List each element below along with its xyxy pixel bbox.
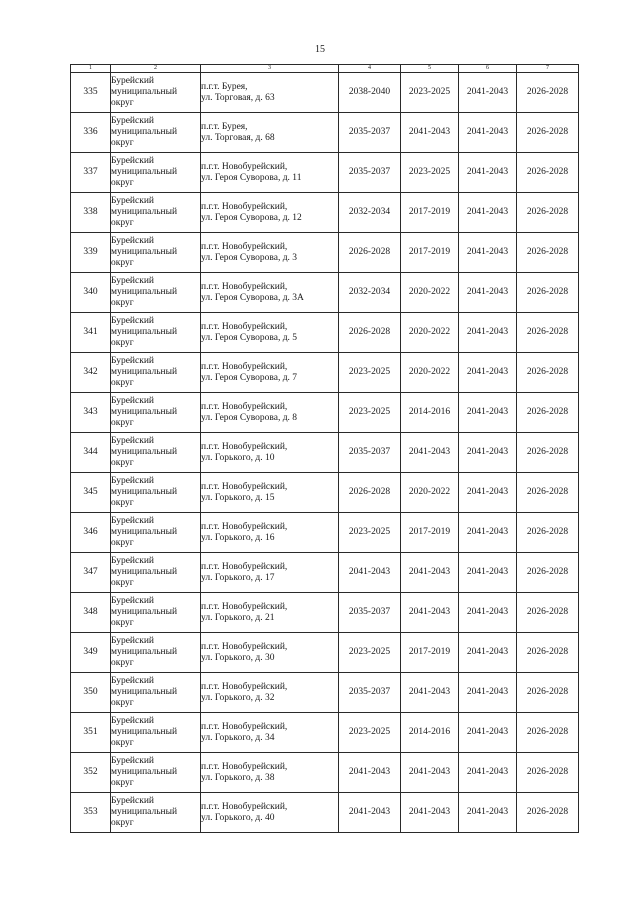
- period-col5-cell: 2041-2043: [401, 113, 459, 153]
- column-header: 7: [517, 65, 579, 73]
- period-col7-cell: 2026-2028: [517, 713, 579, 753]
- municipality-cell: Бурейский муниципальный округ: [111, 433, 201, 473]
- period-col6-cell: 2041-2043: [459, 553, 517, 593]
- table-row: [71, 273, 579, 313]
- address-cell: п.г.т. Новобурейский, ул. Героя Суворова, д. 7: [201, 353, 339, 393]
- period-col4-cell: 2023-2025: [339, 513, 401, 553]
- column-header: 2: [111, 65, 201, 73]
- column-number-row: [71, 65, 579, 73]
- municipality-cell: Бурейский муниципальный округ: [111, 273, 201, 313]
- period-col4-cell: 2026-2028: [339, 233, 401, 273]
- row-number-cell: 344: [71, 433, 111, 473]
- period-col5-cell: 2041-2043: [401, 433, 459, 473]
- row-number-cell: 338: [71, 193, 111, 233]
- period-col7-cell: 2026-2028: [517, 353, 579, 393]
- row-number-cell: 345: [71, 473, 111, 513]
- column-header: 1: [71, 65, 111, 73]
- table-row: [71, 433, 579, 473]
- period-col7-cell: 2026-2028: [517, 753, 579, 793]
- period-col4-cell: 2041-2043: [339, 793, 401, 833]
- address-cell: п.г.т. Новобурейский, ул. Горького, д. 30: [201, 633, 339, 673]
- period-col6-cell: 2041-2043: [459, 73, 517, 113]
- period-col6-cell: 2041-2043: [459, 233, 517, 273]
- municipality-cell: Бурейский муниципальный округ: [111, 313, 201, 353]
- period-col5-cell: 2020-2022: [401, 473, 459, 513]
- period-col7-cell: 2026-2028: [517, 153, 579, 193]
- municipality-cell: Бурейский муниципальный округ: [111, 193, 201, 233]
- row-number-cell: 336: [71, 113, 111, 153]
- row-number-cell: 349: [71, 633, 111, 673]
- period-col7-cell: 2026-2028: [517, 553, 579, 593]
- table-row: [71, 393, 579, 433]
- period-col7-cell: 2026-2028: [517, 633, 579, 673]
- address-cell: п.г.т. Новобурейский, ул. Героя Суворова, д. 12: [201, 193, 339, 233]
- municipality-cell: Бурейский муниципальный округ: [111, 113, 201, 153]
- period-col6-cell: 2041-2043: [459, 673, 517, 713]
- period-col4-cell: 2032-2034: [339, 273, 401, 313]
- address-cell: п.г.т. Новобурейский, ул. Героя Суворова, д. 3: [201, 233, 339, 273]
- municipality-cell: Бурейский муниципальный округ: [111, 233, 201, 273]
- period-col6-cell: 2041-2043: [459, 353, 517, 393]
- period-col7-cell: 2026-2028: [517, 313, 579, 353]
- row-number-cell: 342: [71, 353, 111, 393]
- municipality-cell: Бурейский муниципальный округ: [111, 73, 201, 113]
- period-col5-cell: 2020-2022: [401, 273, 459, 313]
- period-col6-cell: 2041-2043: [459, 713, 517, 753]
- period-col5-cell: 2020-2022: [401, 353, 459, 393]
- row-number-cell: 353: [71, 793, 111, 833]
- row-number-cell: 352: [71, 753, 111, 793]
- page-number: 15: [315, 44, 325, 55]
- municipality-cell: Бурейский муниципальный округ: [111, 473, 201, 513]
- period-col5-cell: 2041-2043: [401, 553, 459, 593]
- municipality-cell: Бурейский муниципальный округ: [111, 393, 201, 433]
- table-row: [71, 753, 579, 793]
- period-col4-cell: 2035-2037: [339, 433, 401, 473]
- address-cell: п.г.т. Новобурейский, ул. Горького, д. 21: [201, 593, 339, 633]
- row-number-cell: 339: [71, 233, 111, 273]
- municipality-cell: Бурейский муниципальный округ: [111, 513, 201, 553]
- column-header: 3: [201, 65, 339, 73]
- row-number-cell: 341: [71, 313, 111, 353]
- period-col7-cell: 2026-2028: [517, 233, 579, 273]
- period-col5-cell: 2041-2043: [401, 673, 459, 713]
- address-cell: п.г.т. Новобурейский, ул. Горького, д. 32: [201, 673, 339, 713]
- row-number-cell: 335: [71, 73, 111, 113]
- period-col5-cell: 2017-2019: [401, 193, 459, 233]
- period-col7-cell: 2026-2028: [517, 593, 579, 633]
- period-col7-cell: 2026-2028: [517, 273, 579, 313]
- table-row: [71, 713, 579, 753]
- period-col4-cell: 2026-2028: [339, 473, 401, 513]
- municipality-cell: Бурейский муниципальный округ: [111, 553, 201, 593]
- row-number-cell: 351: [71, 713, 111, 753]
- address-cell: п.г.т. Новобурейский, ул. Горького, д. 16: [201, 513, 339, 553]
- period-col4-cell: 2023-2025: [339, 633, 401, 673]
- period-col4-cell: 2035-2037: [339, 113, 401, 153]
- address-cell: п.г.т. Новобурейский, ул. Горького, д. 15: [201, 473, 339, 513]
- period-col6-cell: 2041-2043: [459, 433, 517, 473]
- row-number-cell: 337: [71, 153, 111, 193]
- municipality-cell: Бурейский муниципальный округ: [111, 153, 201, 193]
- period-col7-cell: 2026-2028: [517, 193, 579, 233]
- period-col6-cell: 2041-2043: [459, 153, 517, 193]
- table-row: [71, 193, 579, 233]
- row-number-cell: 346: [71, 513, 111, 553]
- period-col6-cell: 2041-2043: [459, 633, 517, 673]
- table-row: [71, 73, 579, 113]
- row-number-cell: 350: [71, 673, 111, 713]
- table-row: [71, 513, 579, 553]
- period-col4-cell: 2023-2025: [339, 713, 401, 753]
- period-col5-cell: 2017-2019: [401, 233, 459, 273]
- period-col5-cell: 2041-2043: [401, 593, 459, 633]
- table-row: [71, 633, 579, 673]
- period-col6-cell: 2041-2043: [459, 393, 517, 433]
- table-row: [71, 673, 579, 713]
- address-cell: п.г.т. Новобурейский, ул. Героя Суворова, д. 5: [201, 313, 339, 353]
- address-cell: п.г.т. Новобурейский, ул. Горького, д. 34: [201, 713, 339, 753]
- period-col5-cell: 2020-2022: [401, 313, 459, 353]
- address-cell: п.г.т. Бурея, ул. Торговая, д. 68: [201, 113, 339, 153]
- table-row: [71, 233, 579, 273]
- period-col6-cell: 2041-2043: [459, 193, 517, 233]
- period-col6-cell: 2041-2043: [459, 793, 517, 833]
- address-cell: п.г.т. Новобурейский, ул. Горького, д. 38: [201, 753, 339, 793]
- period-col6-cell: 2041-2043: [459, 273, 517, 313]
- period-col5-cell: 2023-2025: [401, 73, 459, 113]
- municipality-cell: Бурейский муниципальный округ: [111, 353, 201, 393]
- period-col4-cell: 2041-2043: [339, 753, 401, 793]
- municipality-cell: Бурейский муниципальный округ: [111, 753, 201, 793]
- row-number-cell: 348: [71, 593, 111, 633]
- period-col4-cell: 2035-2037: [339, 153, 401, 193]
- column-header: 6: [459, 65, 517, 73]
- period-col7-cell: 2026-2028: [517, 793, 579, 833]
- period-col5-cell: 2041-2043: [401, 793, 459, 833]
- column-header: 5: [401, 65, 459, 73]
- municipality-cell: Бурейский муниципальный округ: [111, 793, 201, 833]
- period-col7-cell: 2026-2028: [517, 433, 579, 473]
- period-col7-cell: 2026-2028: [517, 393, 579, 433]
- period-col6-cell: 2041-2043: [459, 753, 517, 793]
- address-cell: п.г.т. Новобурейский, ул. Героя Суворова, д. 3А: [201, 273, 339, 313]
- table-row: [71, 153, 579, 193]
- table-row: [71, 553, 579, 593]
- address-cell: п.г.т. Новобурейский, ул. Горького, д. 10: [201, 433, 339, 473]
- period-col4-cell: 2038-2040: [339, 73, 401, 113]
- address-cell: п.г.т. Новобурейский, ул. Героя Суворова, д. 8: [201, 393, 339, 433]
- row-number-cell: 343: [71, 393, 111, 433]
- period-col7-cell: 2026-2028: [517, 473, 579, 513]
- period-col4-cell: 2041-2043: [339, 553, 401, 593]
- municipality-cell: Бурейский муниципальный округ: [111, 713, 201, 753]
- period-col4-cell: 2035-2037: [339, 673, 401, 713]
- address-cell: п.г.т. Новобурейский, ул. Героя Суворова, д. 11: [201, 153, 339, 193]
- address-cell: п.г.т. Новобурейский, ул. Горького, д. 40: [201, 793, 339, 833]
- period-col7-cell: 2026-2028: [517, 513, 579, 553]
- row-number-cell: 340: [71, 273, 111, 313]
- period-col5-cell: 2017-2019: [401, 513, 459, 553]
- table-row: [71, 593, 579, 633]
- period-col6-cell: 2041-2043: [459, 473, 517, 513]
- period-col7-cell: 2026-2028: [517, 113, 579, 153]
- period-col4-cell: 2023-2025: [339, 353, 401, 393]
- period-col7-cell: 2026-2028: [517, 673, 579, 713]
- period-col5-cell: 2017-2019: [401, 633, 459, 673]
- period-col4-cell: 2035-2037: [339, 593, 401, 633]
- table-row: [71, 313, 579, 353]
- period-col6-cell: 2041-2043: [459, 513, 517, 553]
- table-row: [71, 113, 579, 153]
- table-body: [71, 73, 579, 833]
- table-row: [71, 473, 579, 513]
- period-col5-cell: 2014-2016: [401, 713, 459, 753]
- period-col4-cell: 2026-2028: [339, 313, 401, 353]
- period-col6-cell: 2041-2043: [459, 593, 517, 633]
- period-col4-cell: 2032-2034: [339, 193, 401, 233]
- table-row: [71, 353, 579, 393]
- period-col6-cell: 2041-2043: [459, 313, 517, 353]
- period-col5-cell: 2014-2016: [401, 393, 459, 433]
- municipality-cell: Бурейский муниципальный округ: [111, 593, 201, 633]
- housing-schedule-table: [70, 64, 579, 833]
- municipality-cell: Бурейский муниципальный округ: [111, 633, 201, 673]
- period-col5-cell: 2041-2043: [401, 753, 459, 793]
- address-cell: п.г.т. Бурея, ул. Торговая, д. 63: [201, 73, 339, 113]
- column-header: 4: [339, 65, 401, 73]
- table-row: [71, 793, 579, 833]
- row-number-cell: 347: [71, 553, 111, 593]
- municipality-cell: Бурейский муниципальный округ: [111, 673, 201, 713]
- period-col6-cell: 2041-2043: [459, 113, 517, 153]
- address-cell: п.г.т. Новобурейский, ул. Горького, д. 17: [201, 553, 339, 593]
- period-col7-cell: 2026-2028: [517, 73, 579, 113]
- period-col5-cell: 2023-2025: [401, 153, 459, 193]
- period-col4-cell: 2023-2025: [339, 393, 401, 433]
